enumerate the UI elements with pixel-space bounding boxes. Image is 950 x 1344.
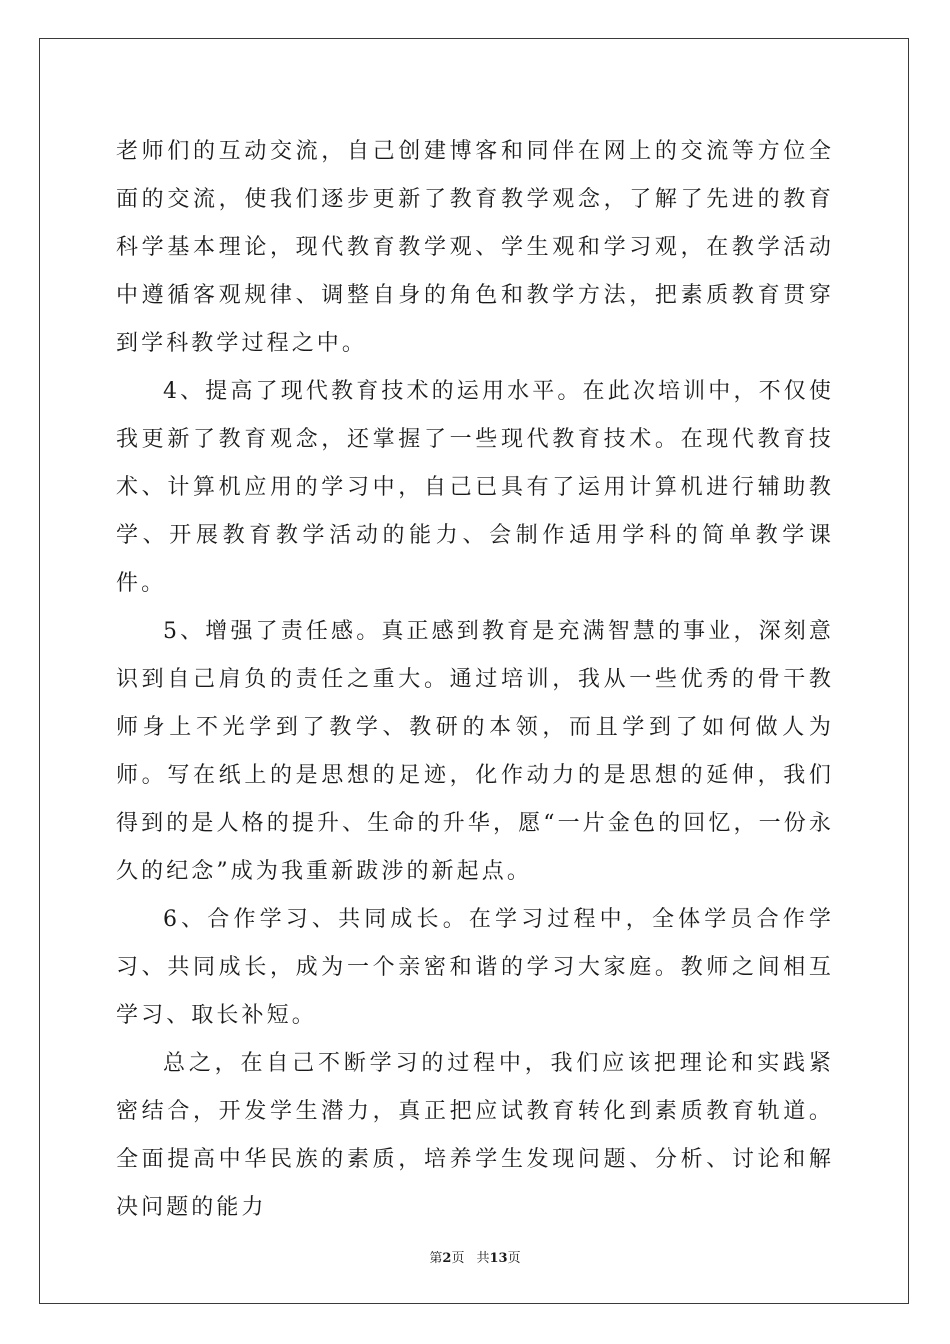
total-pages: 13 <box>489 1251 508 1266</box>
paragraph-conclusion: 总之，在自己不断学习的过程中，我们应该把理论和实践紧密结合，开发学生潜力，真正把应试教育转化到素质教育轨道。全面提高中华民族的素质，培养学生发现问题、分析、讨论和解决问题的能力 <box>116 1051 834 1220</box>
total-suffix: 页 <box>507 1251 521 1266</box>
page-footer <box>0 1247 950 1266</box>
page-suffix: 页 <box>451 1251 465 1266</box>
paragraph-item-4: 4、提高了现代教育技术的运用水平。在此次培训中，不仅使我更新了教育观念，还掌握了一些现代教育技术。在现代教育技术、计算机应用的学习中，自己已具有了运用计算机进行辅助教学、开展教育教学活动的能力、会制作适用学科的简单教学课件。 <box>116 379 834 596</box>
paragraph-item-6: 6、合作学习、共同成长。在学习过程中，全体学员合作学习、共同成长，成为一个亲密和谐的学习大家庭。教师之间相互学习、取长补短。 <box>116 907 834 1028</box>
page-prefix: 第 <box>429 1251 443 1266</box>
paragraph-continuation: 老师们的互动交流，自己创建博客和同伴在网上的交流等方位全面的交流，使我们逐步更新了教育教学观念，了解了先进的教育科学基本理论，现代教育教学观、学生观和学习观，在教学活动中遵循客观规律、调整自身的角色和教学方法，把素质教育贯穿到学科教学过程之中。 <box>116 139 834 356</box>
page-number: 2 <box>442 1251 452 1266</box>
total-prefix: 共 <box>476 1251 490 1266</box>
paragraph-item-5: 5、增强了责任感。真正感到教育是充满智慧的事业，深刻意识到自己肩负的责任之重大。通过培训，我从一些优秀的骨干教师身上不光学到了教学、教研的本领，而且学到了如何做人为师。写在纸上的是思想的足迹，化作动力的是思想的延伸，我们得到的是人格的提升、生命的升华，愿“一片金色的回忆，一份永久的纪念”成为我重新跋涉的新起点。 <box>116 619 834 884</box>
document-body <box>116 128 834 1232</box>
